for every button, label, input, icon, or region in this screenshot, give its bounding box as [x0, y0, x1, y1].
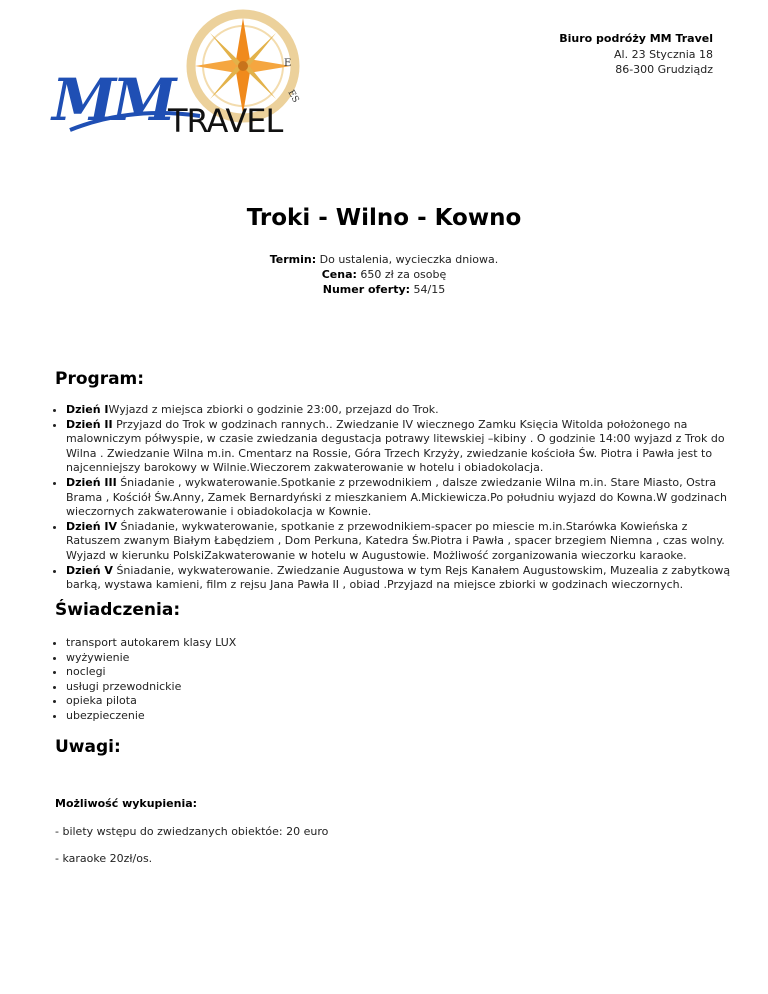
day-text: Wyjazd z miejsca zbiorki o godzinie 23:00, przejazd do Trok.: [108, 403, 439, 416]
services-heading: Świadczenia:: [55, 600, 181, 620]
day-text: Przyjazd do Trok w godzinach rannych.. Zwiedzanie IV wiecznego Zamku Księcia Witolda położonego na malowniczym półwyspie, w czasie zwiedzania degustacja potrawy litewskiej –kibiny . O godzinie 14:00 wyjazd z Trok do Wilna . Zwiedzanie Wilna m.in. Cmentarz na Rossie, Góra Trzech Krzyży, zwiedzanie kościoła Św. Piotra i Pawła jest to najcenniejszy barokowy w Wilnie.Wieczorem zakwaterowanie w hotelu i obiadokolacja.: [66, 417, 725, 475]
program-heading: Program:: [55, 369, 145, 389]
offer-meta: [0, 252, 768, 297]
termin-value: Do ustalenia, wycieczka dniowa.: [316, 253, 499, 266]
notes-line: - karaoke 20zł/os.: [55, 852, 153, 865]
day-label: Dzień II: [66, 417, 113, 431]
service-item: • usługi przewodnickie: [66, 680, 736, 695]
program-list: [55, 403, 736, 593]
day-label: Dzień I: [66, 403, 109, 416]
notes-line: - bilety wstępu do zwiedzanych obiektóe: 20 euro: [55, 825, 329, 838]
day-text: Śniadanie , wykwaterowanie.Spotkanie z przewodnikiem , dalsze zwiedzanie Wilna m.in. Stare Miasto, Ostra Brama , Kościół Św.Anny, Zamek Bernardyński z mieszkaniem A.Mickiewicza.Po południu wyjazd do Kowna.W godzinach wieczornych zakwaterowanie i obiadokolacja w Kownie.: [66, 475, 727, 519]
price-label: Cena:: [321, 268, 357, 281]
program-day: [66, 564, 736, 593]
offer-number-value: 54/15: [410, 283, 446, 296]
program-day: [66, 520, 736, 564]
day-label: Dzień V: [66, 563, 113, 577]
program-day: [66, 476, 736, 520]
program-day: [66, 418, 736, 476]
agency-address-block: [559, 31, 713, 78]
compass-label-es: ES: [285, 88, 301, 105]
service-item: • noclegi: [66, 665, 736, 680]
services-list: [55, 636, 736, 724]
termin-label: Termin:: [269, 253, 317, 266]
notes-heading: Uwagi:: [55, 737, 121, 757]
program-day: [66, 403, 736, 418]
day-text: Śniadanie, wykwaterowanie, spotkanie z przewodnikiem-spacer po miescie m.in.Starówka Kowieńska z Ratuszem zwanym Białym Łabędziem , Dom Perkuna, Katedra Św.Piotra i Pawła , spacer brzegiem Niemna , czas wolny. Wyjazd w kierunku PolskiZakwaterowanie w hotelu w Augustowie. Możliwość zorganizowania wieczorku karaoke.: [66, 519, 725, 562]
offer-number-label: Numer oferty:: [322, 283, 411, 296]
day-label: Dzień IV: [66, 519, 118, 533]
agency-street: Al. 23 Stycznia 18: [614, 47, 713, 61]
agency-name: Biuro podróży MM Travel: [559, 32, 713, 45]
service-item: • transport autokarem klasy LUX: [66, 636, 736, 651]
page-title: Troki - Wilno - Kowno: [246, 205, 522, 231]
service-item: • ubezpieczenie: [66, 709, 736, 724]
compass-label-e: E: [284, 58, 292, 69]
day-text: Śniadanie, wykwaterowanie. Zwiedzanie Augustowa w tym Rejs Kanałem Augustowskim, Muzealia z zabytkową barką, wystawa kamieni, film z rejsu Jana Pawła II , obiad .Przyjazd na miejsce zbiorki w godzinach wieczornych.: [66, 563, 731, 592]
price-value: 650 zł za osobę: [356, 268, 447, 281]
logo-mm-text: MM: [52, 66, 173, 134]
logo-travel-text: TRAVEL: [168, 102, 283, 140]
day-label: Dzień III: [66, 475, 117, 489]
notes-subheading-text: Możliwość wykupienia:: [55, 797, 198, 810]
service-item: • wyżywienie: [66, 651, 736, 666]
agency-city: 86-300 Grudziądz: [615, 63, 713, 76]
service-item: • opieka pilota: [66, 694, 736, 709]
notes-subheading: [55, 797, 197, 810]
mm-travel-logo: [50, 8, 325, 140]
